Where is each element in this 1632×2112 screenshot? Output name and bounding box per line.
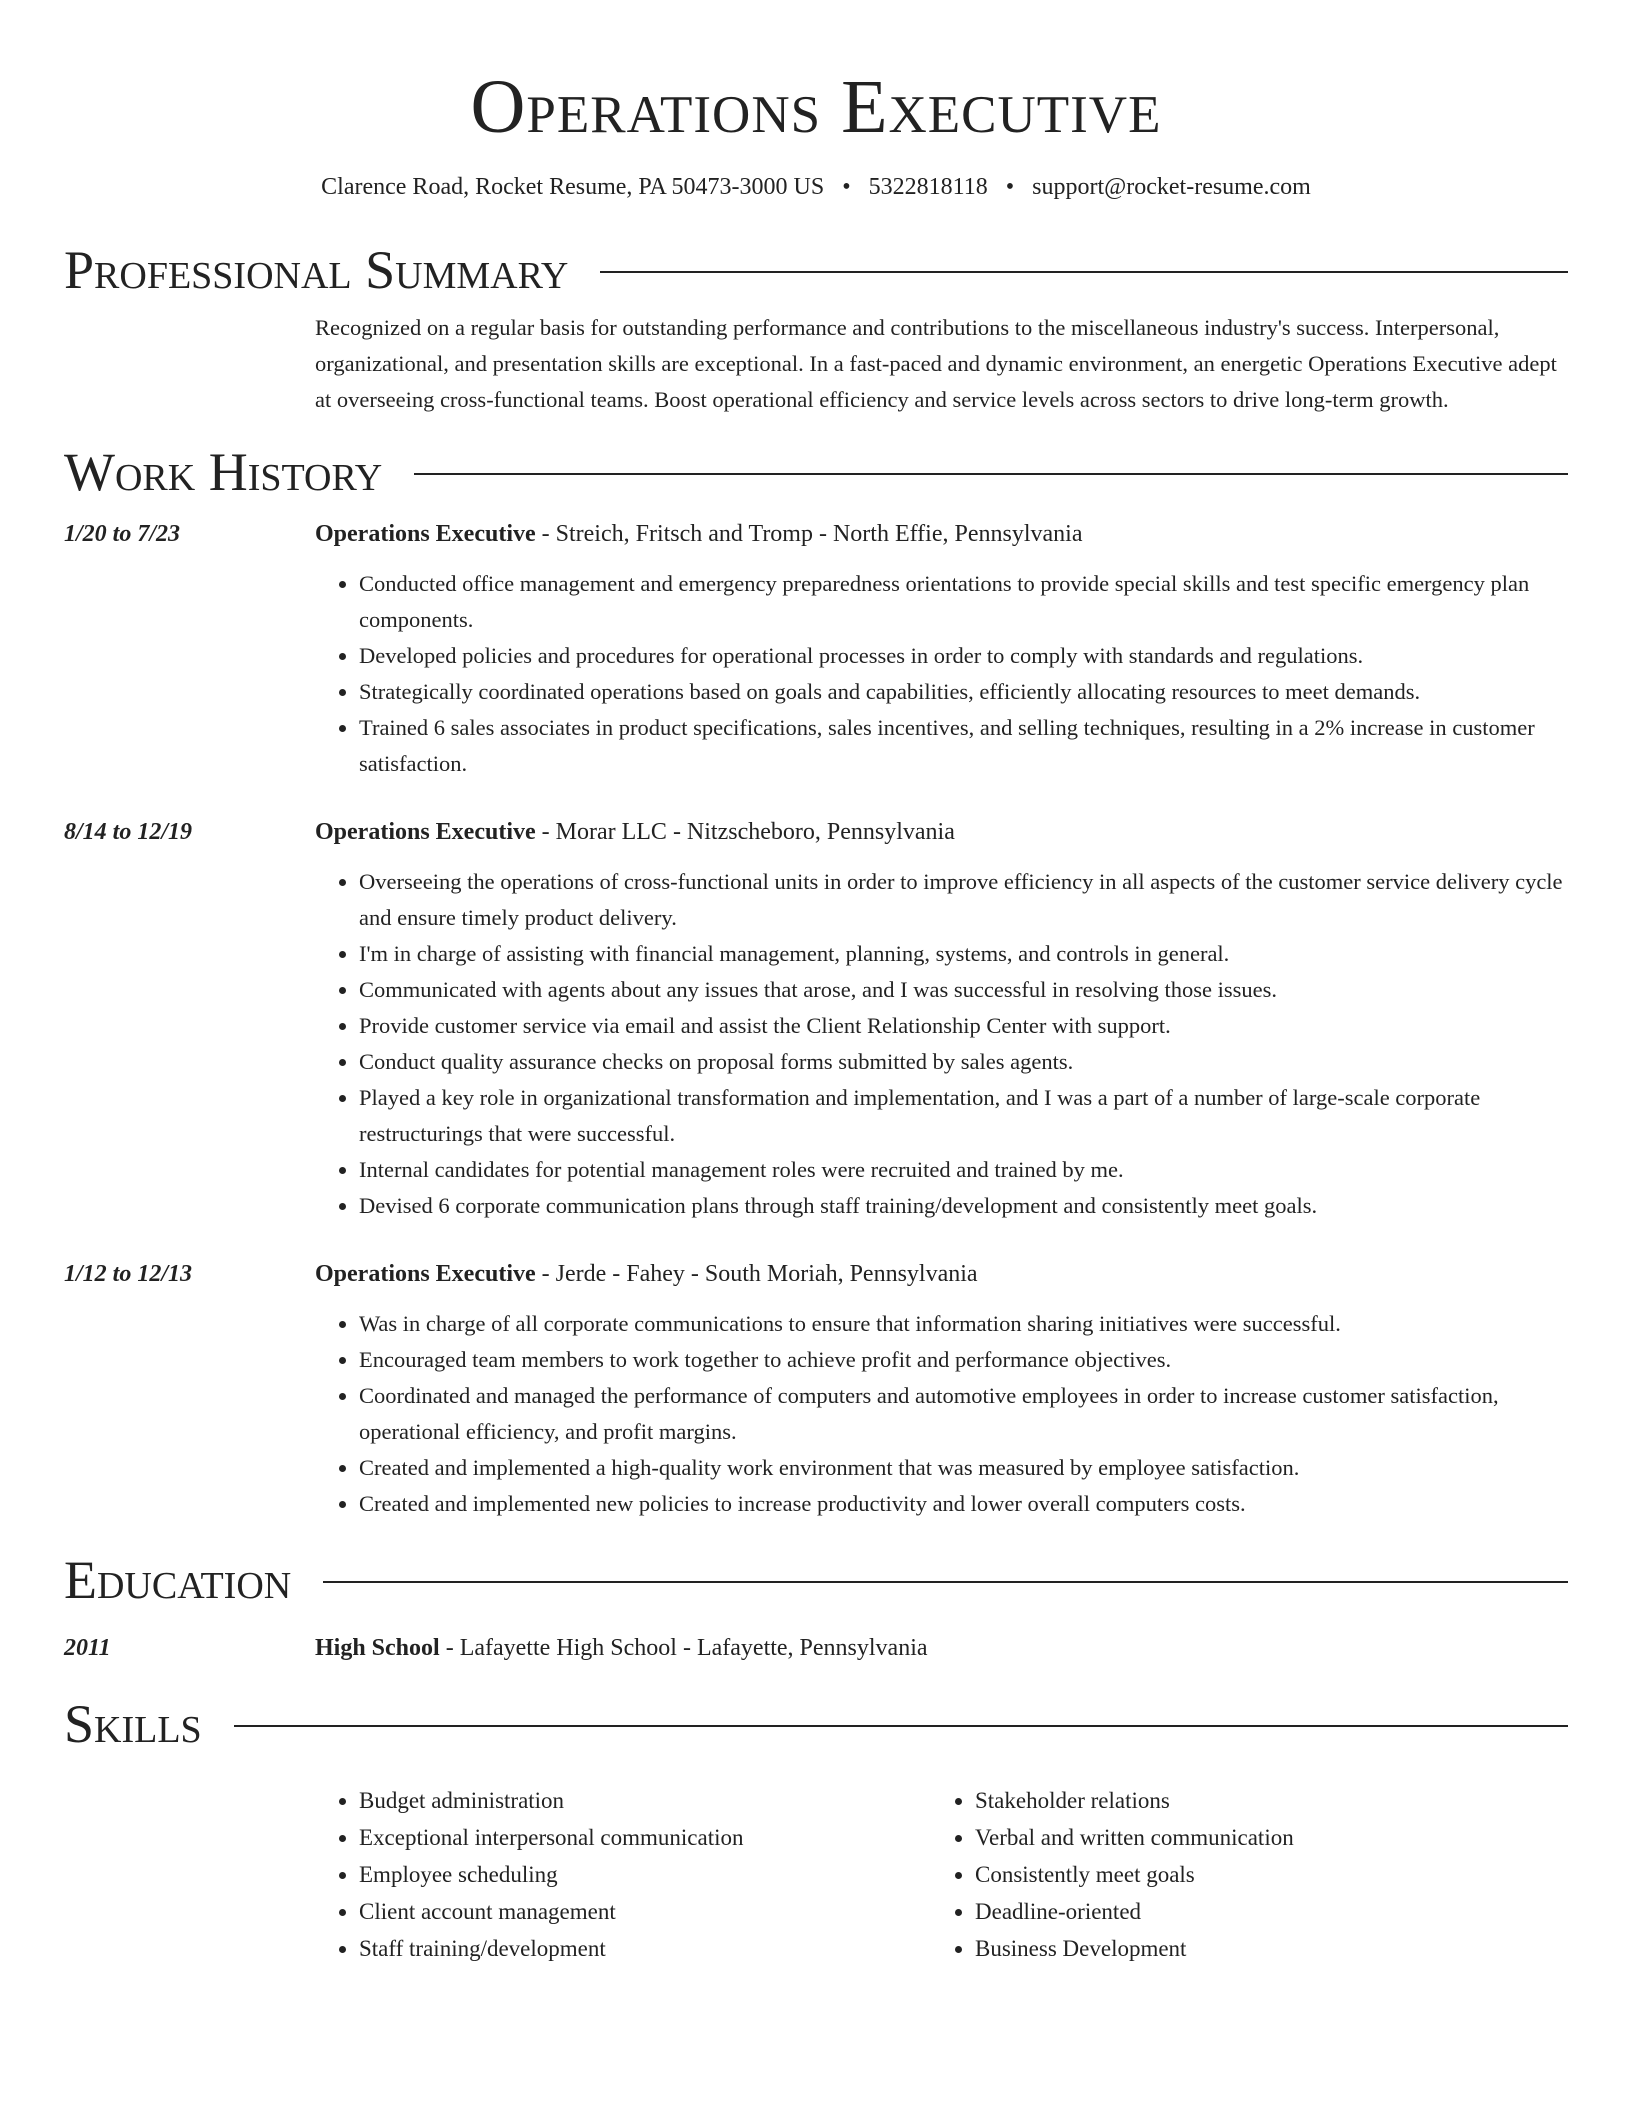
list-item: • Client account management <box>359 1893 931 1930</box>
contact-separator: • <box>842 174 851 200</box>
job-details: - Morar LLC - Nitzscheboro, Pennsylvania <box>535 819 955 845</box>
job-date: 1/12 to 12/13 <box>64 1261 193 1287</box>
list-item: • Consistently meet goals <box>975 1856 1547 1893</box>
list-item: • Stakeholder relations <box>975 1782 1547 1819</box>
job-date: 8/14 to 12/19 <box>64 819 193 845</box>
job-title: Operations Executive <box>315 819 536 845</box>
job-title-line <box>315 1256 1568 1292</box>
list-item: • Developed policies and procedures for operational processes in order to comply with standards and regulations. <box>359 638 1568 674</box>
list-item: • Deadline-oriented <box>975 1893 1547 1930</box>
section-divider <box>323 1581 1568 1583</box>
list-item: • Budget administration <box>359 1782 931 1819</box>
section-divider <box>600 271 1568 273</box>
job-details: - Jerde - Fahey - South Moriah, Pennsylvania <box>535 1261 978 1287</box>
list-item: • Conducted office management and emergency preparedness orientations to provide special skills and test specific emergency plan components. <box>359 566 1568 638</box>
list-item: • Created and implemented a high-quality work environment that was measured by employee satisfaction. <box>359 1450 1568 1486</box>
job-content <box>315 516 1568 782</box>
contact-line <box>64 172 1568 202</box>
list-item: • Trained 6 sales associates in product specifications, sales incentives, and selling techniques, resulting in a 2% increase in customer satisfaction. <box>359 710 1568 782</box>
education-date: 2011 <box>64 1635 111 1661</box>
education-entry <box>64 1630 1568 1666</box>
education-section-header <box>64 1550 1568 1610</box>
skills-list <box>315 1782 1568 1967</box>
list-item: • Overseeing the operations of cross-functional units in order to improve efficiency in all aspects of the customer service delivery cycle and ensure timely product delivery. <box>359 864 1568 936</box>
job-entry <box>64 516 1568 782</box>
job-bullets <box>315 1306 1568 1522</box>
education-content <box>315 1630 1568 1666</box>
list-item: • Communicated with agents about any issues that arose, and I was successful in resolving those issues. <box>359 972 1568 1008</box>
contact-separator: • <box>1005 174 1015 200</box>
skills-column-left <box>315 1782 931 1967</box>
job-bullets <box>315 566 1568 782</box>
job-title: Operations Executive <box>315 1261 536 1287</box>
list-item: • Internal candidates for potential management roles were recruited and trained by me. <box>359 1152 1568 1188</box>
list-item: • Played a key role in organizational transformation and implementation, and I was a part of a number of large-scale corporate restructurings that were successful. <box>359 1080 1568 1152</box>
education-title-line <box>315 1630 1568 1666</box>
job-date: 1/20 to 7/23 <box>64 521 181 547</box>
job-title-line <box>315 516 1568 552</box>
list-item: • Encouraged team members to work together to achieve profit and performance objectives. <box>359 1342 1568 1378</box>
list-item: • Strategically coordinated operations based on goals and capabilities, efficiently allocating resources to meet demands. <box>359 674 1568 710</box>
job-entry <box>64 814 1568 1224</box>
list-item: • Verbal and written communication <box>975 1819 1547 1856</box>
list-item: • Exceptional interpersonal communication <box>359 1819 931 1856</box>
summary-text: Recognized on a regular basis for outstanding performance and contributions to the miscellaneous industry's success. Interpersonal, organizational, and presentation skills are exceptional. In a fast-paced and dynamic environment, an energetic Operations Executive adept at overseeing cross-functional teams. Boost operational efficiency and service levels across sectors to drive long-term growth. <box>315 315 1557 412</box>
job-details: - Streich, Fritsch and Tromp - North Effie, Pennsylvania <box>535 521 1083 547</box>
work-heading: Work History <box>64 442 383 502</box>
list-item: • Was in charge of all corporate communications to ensure that information sharing initiatives were successful. <box>359 1306 1568 1342</box>
list-item: • Coordinated and managed the performance of computers and automotive employees in order to increase customer satisfaction, operational efficiency, and profit margins. <box>359 1378 1568 1450</box>
summary-section-header <box>64 240 1568 300</box>
work-section-header <box>64 442 1568 502</box>
summary-heading: Professional Summary <box>64 240 569 300</box>
section-divider <box>414 473 1568 475</box>
list-item: • Conduct quality assurance checks on proposal forms submitted by sales agents. <box>359 1044 1568 1080</box>
contact-email: support@rocket-resume.com <box>1032 174 1311 200</box>
skills-heading: Skills <box>64 1694 202 1754</box>
contact-address: Clarence Road, Rocket Resume, PA 50473-3000 US <box>321 174 825 200</box>
job-content <box>315 1256 1568 1522</box>
skills-column-right <box>931 1782 1547 1967</box>
section-divider <box>234 1725 1568 1727</box>
skills-section-header <box>64 1694 1568 1754</box>
job-title-line <box>315 814 1568 850</box>
job-bullets <box>315 864 1568 1224</box>
list-item: • Business Development <box>975 1930 1547 1967</box>
job-entry <box>64 1256 1568 1522</box>
list-item: • Staff training/development <box>359 1930 931 1967</box>
list-item: • Provide customer service via email and assist the Client Relationship Center with support. <box>359 1008 1568 1044</box>
list-item: • Devised 6 corporate communication plans through staff training/development and consistently meet goals. <box>359 1188 1568 1224</box>
candidate-name: Operations Executive <box>470 65 1162 149</box>
education-heading: Education <box>64 1550 292 1610</box>
contact-phone: 5322818118 <box>868 174 988 200</box>
resume-page <box>64 0 1568 1967</box>
education-degree: High School <box>315 1635 440 1661</box>
job-title: Operations Executive <box>315 521 536 547</box>
list-item: • Employee scheduling <box>359 1856 931 1893</box>
list-item: • I'm in charge of assisting with financial management, planning, systems, and controls in general. <box>359 936 1568 972</box>
job-content <box>315 814 1568 1224</box>
list-item: • Created and implemented new policies to increase productivity and lower overall computers costs. <box>359 1486 1568 1522</box>
education-details: - Lafayette High School - Lafayette, Pennsylvania <box>439 1635 928 1661</box>
